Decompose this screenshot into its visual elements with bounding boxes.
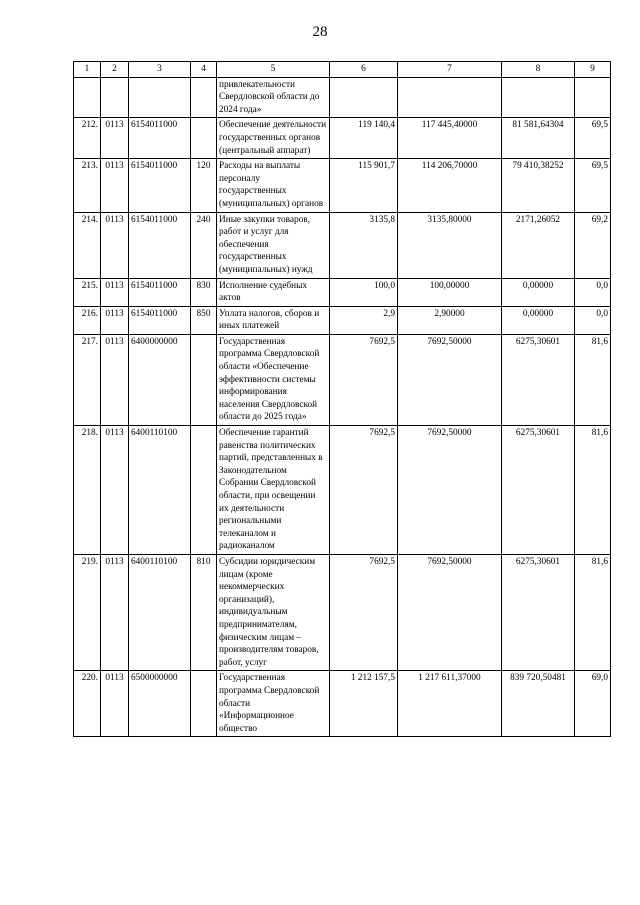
executed-amount: 0,00000 (502, 278, 575, 306)
execution-percent: 0,0 (575, 306, 611, 334)
planned-amount: 2,90000 (398, 306, 502, 334)
table-row (74, 334, 611, 425)
target-article-code: 6154011000 (129, 306, 191, 334)
executed-amount (502, 77, 575, 118)
expense-type-code (191, 77, 217, 118)
section-code: 0113 (101, 426, 129, 555)
row-number: 218. (74, 426, 101, 555)
table-row (74, 212, 611, 278)
column-header: 5 (217, 62, 330, 78)
row-number: 212. (74, 118, 101, 159)
item-name: Иные закупки товаров, работ и услуг для обеспечения государственных (муниципальных) нужд (217, 212, 330, 278)
execution-percent: 69,2 (575, 212, 611, 278)
section-code: 0113 (101, 306, 129, 334)
execution-percent: 69,5 (575, 159, 611, 212)
column-header: 6 (330, 62, 398, 78)
table-row (74, 118, 611, 159)
section-code: 0113 (101, 159, 129, 212)
target-article-code: 6400110100 (129, 426, 191, 555)
executed-amount: 0,00000 (502, 306, 575, 334)
approved-amount: 7692,5 (330, 426, 398, 555)
column-header: 1 (74, 62, 101, 78)
table-row (74, 159, 611, 212)
target-article-code: 6154011000 (129, 278, 191, 306)
approved-amount: 7692,5 (330, 554, 398, 670)
row-number: 213. (74, 159, 101, 212)
target-article-code: 6154011000 (129, 159, 191, 212)
section-code: 0113 (101, 334, 129, 425)
budget-table (73, 61, 611, 737)
column-header: 9 (575, 62, 611, 78)
execution-percent: 81,6 (575, 426, 611, 555)
column-header: 3 (129, 62, 191, 78)
planned-amount: 114 206,70000 (398, 159, 502, 212)
executed-amount: 81 581,64304 (502, 118, 575, 159)
section-code: 0113 (101, 671, 129, 737)
row-number: 217. (74, 334, 101, 425)
item-name: Исполнение судебных актов (217, 278, 330, 306)
execution-percent (575, 77, 611, 118)
planned-amount (398, 77, 502, 118)
execution-percent: 69,5 (575, 118, 611, 159)
table-row (74, 426, 611, 555)
item-name: Расходы на выплаты персоналу государственных (муниципальных) органов (217, 159, 330, 212)
item-name: Обеспечение гарантий равенства политических партий, представленных в Законодательном Собрании Свердловской области, при освещении их деятельности региональными телеканалом и радиоканалом (217, 426, 330, 555)
section-code: 0113 (101, 278, 129, 306)
item-name: Государственная программа Свердловской области «Обеспечение эффективности системы информирования населения Свердловской области до 2025 года» (217, 334, 330, 425)
target-article-code: 6154011000 (129, 212, 191, 278)
table-row (74, 306, 611, 334)
expense-type-code (191, 671, 217, 737)
expense-type-code: 240 (191, 212, 217, 278)
approved-amount: 7692,5 (330, 334, 398, 425)
target-article-code: 6400110100 (129, 554, 191, 670)
planned-amount: 7692,50000 (398, 554, 502, 670)
item-name: Субсидии юридическим лицам (кроме некоммерческих организаций), индивидуальным предпринимателям, физическим лицам – производителям товаров, работ, услуг (217, 554, 330, 670)
table-row (74, 278, 611, 306)
expense-type-code: 120 (191, 159, 217, 212)
planned-amount: 1 217 611,37000 (398, 671, 502, 737)
approved-amount: 119 140,4 (330, 118, 398, 159)
approved-amount (330, 77, 398, 118)
table-row (74, 554, 611, 670)
executed-amount: 6275,30601 (502, 334, 575, 425)
executed-amount: 2171,26052 (502, 212, 575, 278)
column-header: 2 (101, 62, 129, 78)
execution-percent: 0,0 (575, 278, 611, 306)
approved-amount: 3135,8 (330, 212, 398, 278)
planned-amount: 3135,80000 (398, 212, 502, 278)
column-header: 8 (502, 62, 575, 78)
execution-percent: 81,6 (575, 554, 611, 670)
section-code: 0113 (101, 554, 129, 670)
expense-type-code (191, 426, 217, 555)
executed-amount: 839 720,50481 (502, 671, 575, 737)
planned-amount: 7692,50000 (398, 426, 502, 555)
execution-percent: 69,0 (575, 671, 611, 737)
expense-type-code: 830 (191, 278, 217, 306)
page-number: 28 (312, 24, 328, 40)
row-number: 214. (74, 212, 101, 278)
item-name: привлекательности Свердловской области до 2024 года» (217, 77, 330, 118)
column-header: 7 (398, 62, 502, 78)
target-article-code (129, 77, 191, 118)
approved-amount: 2,9 (330, 306, 398, 334)
expense-type-code: 850 (191, 306, 217, 334)
approved-amount: 115 901,7 (330, 159, 398, 212)
item-name: Государственная программа Свердловской области «Информационное общество (217, 671, 330, 737)
approved-amount: 100,0 (330, 278, 398, 306)
executed-amount: 6275,30601 (502, 426, 575, 555)
execution-percent: 81,6 (575, 334, 611, 425)
table-row (74, 77, 611, 118)
target-article-code: 6400000000 (129, 334, 191, 425)
approved-amount: 1 212 157,5 (330, 671, 398, 737)
expense-type-code: 810 (191, 554, 217, 670)
table-body (74, 77, 611, 737)
section-code: 0113 (101, 212, 129, 278)
table-header-row (74, 62, 611, 78)
expense-type-code (191, 334, 217, 425)
section-code (101, 77, 129, 118)
target-article-code: 6500000000 (129, 671, 191, 737)
row-number: 220. (74, 671, 101, 737)
executed-amount: 6275,30601 (502, 554, 575, 670)
item-name: Обеспечение деятельности государственных органов (центральный аппарат) (217, 118, 330, 159)
planned-amount: 117 445,40000 (398, 118, 502, 159)
column-header: 4 (191, 62, 217, 78)
section-code: 0113 (101, 118, 129, 159)
row-number: 219. (74, 554, 101, 670)
target-article-code: 6154011000 (129, 118, 191, 159)
planned-amount: 100,00000 (398, 278, 502, 306)
table-row (74, 671, 611, 737)
expense-type-code (191, 118, 217, 159)
row-number (74, 77, 101, 118)
row-number: 216. (74, 306, 101, 334)
row-number: 215. (74, 278, 101, 306)
planned-amount: 7692,50000 (398, 334, 502, 425)
executed-amount: 79 410,38252 (502, 159, 575, 212)
item-name: Уплата налогов, сборов и иных платежей (217, 306, 330, 334)
